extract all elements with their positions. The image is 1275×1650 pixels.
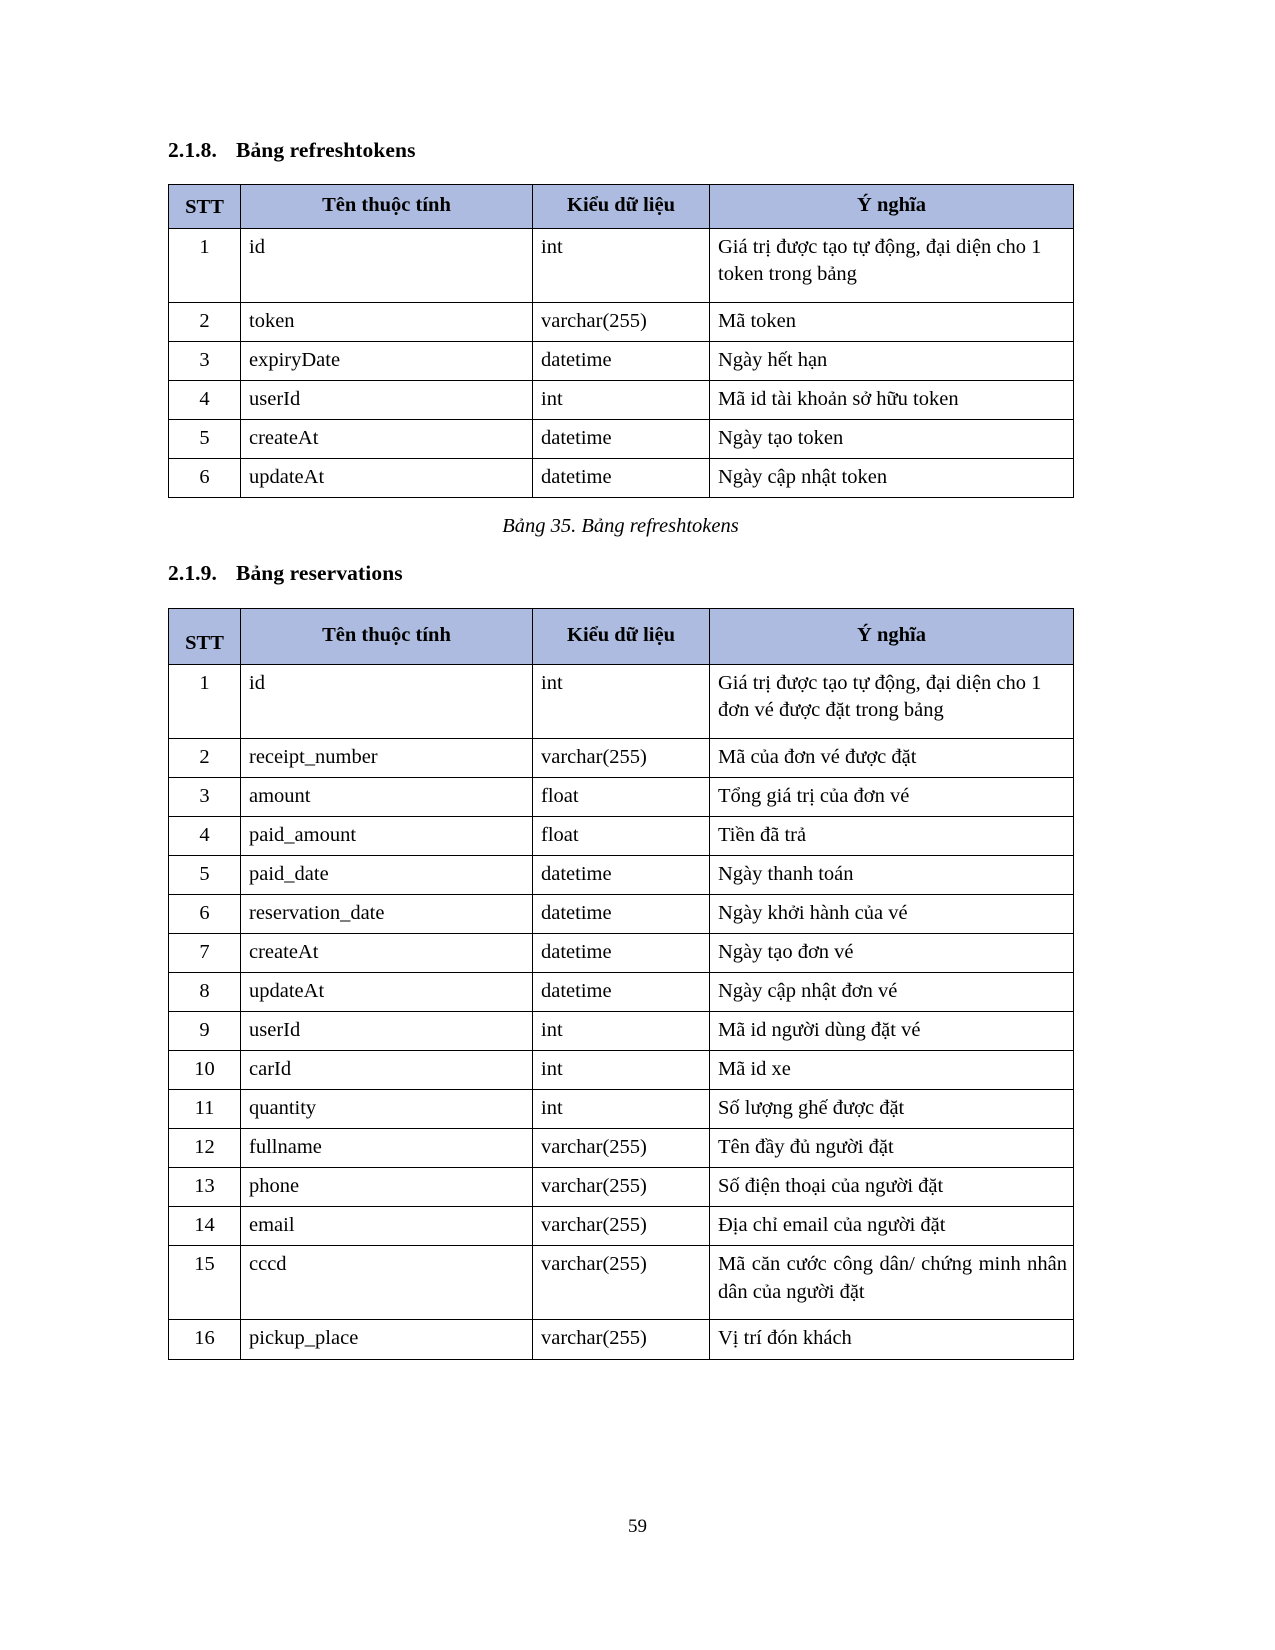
table-header-row (169, 608, 1074, 664)
section-heading-refreshtokens (168, 138, 1073, 164)
cell-name: expiryDate (241, 341, 533, 380)
table-row (169, 302, 1074, 341)
table-header-row (169, 184, 1074, 228)
table-row (169, 341, 1074, 380)
cell-desc: Ngày tạo token (710, 419, 1074, 458)
table-row (169, 856, 1074, 895)
cell-type: datetime (533, 856, 710, 895)
cell-type: int (533, 1012, 710, 1051)
cell-type: int (533, 664, 710, 738)
cell-type: float (533, 816, 710, 855)
cell-desc: Địa chỉ email của người đặt (710, 1207, 1074, 1246)
cell-name: amount (241, 777, 533, 816)
cell-type: varchar(255) (533, 302, 710, 341)
cell-stt: 3 (169, 777, 241, 816)
cell-stt: 13 (169, 1168, 241, 1207)
column-header-data-type: Kiểu dữ liệu (533, 184, 710, 228)
cell-desc: Số điện thoại của người đặt (710, 1168, 1074, 1207)
cell-name: fullname (241, 1129, 533, 1168)
cell-stt: 6 (169, 895, 241, 934)
cell-stt: 1 (169, 664, 241, 738)
cell-name: receipt_number (241, 738, 533, 777)
cell-stt: 5 (169, 419, 241, 458)
cell-desc: Ngày cập nhật đơn vé (710, 973, 1074, 1012)
table-reservations (168, 608, 1074, 1360)
cell-type: datetime (533, 973, 710, 1012)
cell-desc: Mã id tài khoản sở hữu token (710, 380, 1074, 419)
page-content (168, 0, 1073, 1360)
cell-desc: Tiền đã trả (710, 816, 1074, 855)
cell-name: updateAt (241, 459, 533, 498)
cell-desc: Giá trị được tạo tự động, đại diện cho 1 token trong bảng (710, 228, 1074, 302)
table-header (169, 608, 1074, 664)
cell-desc: Mã id xe (710, 1051, 1074, 1090)
cell-type: int (533, 228, 710, 302)
table-row (169, 1129, 1074, 1168)
heading-number: 2.1.9. (168, 561, 217, 586)
cell-name: createAt (241, 934, 533, 973)
cell-desc: Vị trí đón khách (710, 1320, 1074, 1359)
cell-desc: Tổng giá trị của đơn vé (710, 777, 1074, 816)
cell-desc: Mã của đơn vé được đặt (710, 738, 1074, 777)
table-row (169, 1207, 1074, 1246)
cell-type: int (533, 1090, 710, 1129)
cell-name: id (241, 664, 533, 738)
cell-type: datetime (533, 341, 710, 380)
cell-stt: 3 (169, 341, 241, 380)
column-header-attribute-name: Tên thuộc tính (241, 608, 533, 664)
cell-name: reservation_date (241, 895, 533, 934)
cell-type: datetime (533, 895, 710, 934)
column-header-meaning: Ý nghĩa (710, 608, 1074, 664)
cell-name: updateAt (241, 973, 533, 1012)
cell-desc: Mã id người dùng đặt vé (710, 1012, 1074, 1051)
table-row (169, 228, 1074, 302)
cell-stt: 7 (169, 934, 241, 973)
table-row (169, 895, 1074, 934)
cell-name: email (241, 1207, 533, 1246)
cell-name: createAt (241, 419, 533, 458)
cell-stt: 5 (169, 856, 241, 895)
cell-desc: Ngày cập nhật token (710, 459, 1074, 498)
cell-name: pickup_place (241, 1320, 533, 1359)
cell-stt: 2 (169, 302, 241, 341)
cell-name: phone (241, 1168, 533, 1207)
cell-desc: Tên đầy đủ người đặt (710, 1129, 1074, 1168)
cell-stt: 10 (169, 1051, 241, 1090)
section-heading-reservations (168, 561, 1073, 587)
cell-name: paid_date (241, 856, 533, 895)
table-row (169, 664, 1074, 738)
cell-desc: Mã token (710, 302, 1074, 341)
cell-name: carId (241, 1051, 533, 1090)
cell-desc: Số lượng ghế được đặt (710, 1090, 1074, 1129)
page-number: 59 (628, 1516, 647, 1537)
cell-desc: Ngày tạo đơn vé (710, 934, 1074, 973)
heading-title: Bảng refreshtokens (236, 138, 416, 162)
table-caption-refreshtokens: Bảng 35. Bảng refreshtokens (502, 515, 739, 538)
cell-stt: 4 (169, 380, 241, 419)
cell-desc: Ngày thanh toán (710, 856, 1074, 895)
table-row (169, 1320, 1074, 1359)
cell-stt: 6 (169, 459, 241, 498)
cell-name: cccd (241, 1246, 533, 1320)
cell-type: datetime (533, 459, 710, 498)
table-header (169, 184, 1074, 228)
table-body (169, 664, 1074, 1359)
column-header-stt: STT (169, 184, 241, 228)
cell-name: quantity (241, 1090, 533, 1129)
cell-desc: Mã căn cước công dân/ chứng minh nhân dân của người đặt (710, 1246, 1074, 1320)
table-body (169, 228, 1074, 497)
table-refreshtokens (168, 184, 1074, 498)
column-header-data-type: Kiểu dữ liệu (533, 608, 710, 664)
cell-name: paid_amount (241, 816, 533, 855)
table-row (169, 738, 1074, 777)
column-header-stt: STT (169, 608, 241, 664)
cell-stt: 8 (169, 973, 241, 1012)
table-row (169, 1012, 1074, 1051)
cell-type: varchar(255) (533, 1320, 710, 1359)
cell-name: userId (241, 380, 533, 419)
cell-type: varchar(255) (533, 1129, 710, 1168)
table-row (169, 1090, 1074, 1129)
cell-stt: 9 (169, 1012, 241, 1051)
cell-name: userId (241, 1012, 533, 1051)
table-row (169, 816, 1074, 855)
table-row (169, 934, 1074, 973)
table-row (169, 1168, 1074, 1207)
cell-type: int (533, 1051, 710, 1090)
table-row (169, 459, 1074, 498)
heading-number: 2.1.8. (168, 138, 217, 162)
cell-stt: 11 (169, 1090, 241, 1129)
heading-title: Bảng reservations (236, 561, 403, 586)
cell-desc: Ngày hết hạn (710, 341, 1074, 380)
cell-type: varchar(255) (533, 738, 710, 777)
cell-stt: 12 (169, 1129, 241, 1168)
cell-desc: Giá trị được tạo tự động, đại diện cho 1 đơn vé được đặt trong bảng (710, 664, 1074, 738)
cell-type: varchar(255) (533, 1207, 710, 1246)
cell-name: id (241, 228, 533, 302)
table-row (169, 380, 1074, 419)
cell-type: datetime (533, 419, 710, 458)
column-header-meaning: Ý nghĩa (710, 184, 1074, 228)
table-row (169, 1246, 1074, 1320)
table-row (169, 777, 1074, 816)
table-row (169, 419, 1074, 458)
cell-stt: 15 (169, 1246, 241, 1320)
cell-name: token (241, 302, 533, 341)
cell-stt: 16 (169, 1320, 241, 1359)
cell-type: datetime (533, 934, 710, 973)
cell-stt: 2 (169, 738, 241, 777)
column-header-attribute-name: Tên thuộc tính (241, 184, 533, 228)
cell-stt: 14 (169, 1207, 241, 1246)
table-row (169, 973, 1074, 1012)
cell-type: varchar(255) (533, 1246, 710, 1320)
table-row (169, 1051, 1074, 1090)
cell-stt: 1 (169, 228, 241, 302)
cell-type: float (533, 777, 710, 816)
cell-type: varchar(255) (533, 1168, 710, 1207)
cell-stt: 4 (169, 816, 241, 855)
cell-desc: Ngày khởi hành của vé (710, 895, 1074, 934)
cell-type: int (533, 380, 710, 419)
